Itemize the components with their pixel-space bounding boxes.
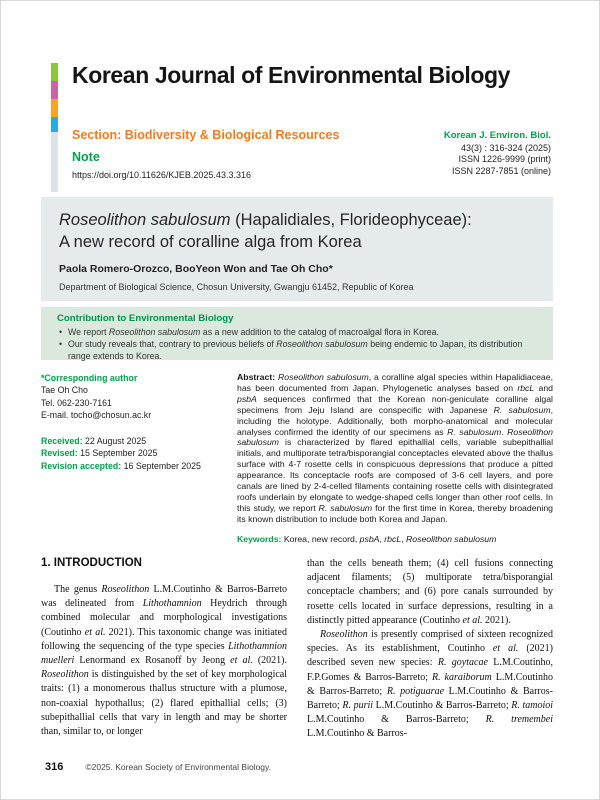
contribution-heading: Contribution to Environmental Biology <box>57 313 234 324</box>
journal-color-bar <box>51 63 58 192</box>
doi-link[interactable]: https://doi.org/10.11626/KJEB.2025.43.3.316 <box>72 170 251 180</box>
introduction-paragraph: than the cells beneath them; (4) cell fusions connecting adjacent filaments; (5) multiporate tetra/bisporangial conceptacle chambers; and (6) pore canals surrounded by rosette cells located in surface depressions, resulting in a distinctly pitted appearance (Coutinho et al. 2021). <box>307 558 553 626</box>
copyright-notice: ©2025. Korean Society of Environmental Biology. <box>85 762 272 772</box>
contribution-bullet <box>57 326 539 338</box>
journal-abbrev: Korean J. Environ. Biol. <box>443 130 551 141</box>
introduction-paragraph: Roseolithon is presently comprised of sixteen recognized species. As its establishment, Coutinho et al. (2021) described seven new species: R. goytacae L.M.Coutinho, F.P.Gomes & Barros-Barreto; R. karaiborum L.M.Coutinho & Barros-Barreto; R. potiguarae L.M.Coutinho & Barros-Barreto; R. purii L.M.Coutinho & Barros-Barreto; R. tamoioi L.M.Coutinho & Barros-Barreto; R. tremembei L.M.Coutinho & Barros- <box>307 629 554 740</box>
authors-line: Paola Romero-Orozco, BooYeon Won and Tae Oh Cho* <box>59 263 333 275</box>
color-bar-segment <box>51 99 58 117</box>
introduction-column-left <box>41 583 287 739</box>
color-bar-segment <box>51 81 58 99</box>
bullet-icon: • <box>59 339 63 349</box>
revised-date: Revised: 15 September 2025 <box>41 448 158 459</box>
issn-online: ISSN 2287-7851 (online) <box>451 165 551 176</box>
contribution-box <box>41 307 553 360</box>
corresponding-author-sidebar <box>41 372 227 472</box>
article-title-line1: Roseolithon sabulosum (Hapalidiales, Florideophyceae): <box>59 211 472 229</box>
article-title-block <box>41 197 553 301</box>
revision-accepted-date: Revision accepted: 16 September 2025 <box>41 460 201 471</box>
journal-citation-block <box>444 130 551 177</box>
corresponding-author-name: Tae Oh Cho <box>41 385 88 396</box>
page-number: 316 <box>45 761 64 773</box>
section-label: Section: Biodiversity & Biological Resources <box>72 128 340 142</box>
corresponding-author-label: *Corresponding author <box>41 373 138 383</box>
journal-title: Korean Journal of Environmental Biology <box>72 62 511 88</box>
contribution-bullet-text: We report Roseolithon sabulosum as a new addition to the catalog of macroalgal flora in Korea. <box>68 327 439 337</box>
article-title <box>59 210 535 253</box>
received-date: Received: 22 August 2025 <box>41 436 147 447</box>
bullet-icon: • <box>59 327 63 337</box>
introduction-heading: 1. INTRODUCTION <box>41 557 142 569</box>
introduction-column-right <box>307 557 553 742</box>
contribution-bullet-text: Our study reveals that, contrary to previous beliefs of Roseolithon sabulosum being endemic to Japan, its distribution range extends to Korea. <box>68 339 523 361</box>
corresponding-author-tel: Tel. 062-230-7161 <box>41 397 112 408</box>
abstract-text: Abstract: Roseolithon sabulosum, a coralline algal species within Hapalidiaceae, has been documented from Japan. Phylogenetic analyses based on rbcL and psbA sequences confirmed that the Korean non-geniculate coralline algal specimens from Jeju Island are conspecific with Japanese R. sabulosum, including the holotype. Additionally, both morpho-anatomical and molecular analyses confirmed the identity of our specimens as R. sabulosum. Roseolithon sabulosum is characterized by flared epithallial cells, variable subepithallial initials, and multiporate tetra/bisporangial conceptacles elevated above the thallus surface with 4-7 rosette cells in conspicuous depressions that produce a pitted appearance. Its conceptacle roofs are composed of 3-6 cell layers, and pore canals are lined by 2-4-celled filaments containing rosette cells with disintegrated roofs underlain by elongate to wedge-shaped cells longer than other roof cells. In this study, we report R. sabulosum for the first time in Korea, thereby broadening its known distribution to include both Korea and Japan. <box>237 372 554 524</box>
keywords-line: Keywords: Korea, new record, psbA, rbcL, Roseolithon sabulosum <box>237 533 497 544</box>
article-title-line2: A new record of coralline alga from Korea <box>59 232 362 251</box>
introduction-paragraph: The genus Roseolithon L.M.Coutinho & Barros-Barreto was delineated from Lithothamnion Heydrich through combined molecular and morphological investigations (Coutinho et al. 2021). This taxonomic change was initiated following the sequencing of the type species Lithothamnion muelleri Lenormand ex Rosanoff by Jeong et al. (2021). Roseolithon is distinguished by the set of key morphological traits: (1) a monomerous thallus structure with a plumose, non-coaxial hypothallus; (2) flared epithallial cells; (3) subepithallial cells that vary in length and may be shorter than, similar to, or longer <box>41 584 287 738</box>
article-type-label: Note <box>72 150 100 164</box>
page-footer <box>45 761 271 773</box>
email-link[interactable]: E-mail. tocho@chosun.ac.kr <box>41 409 152 420</box>
affiliation-line: Department of Biological Science, Chosun University, Gwangju 61452, Republic of Korea <box>59 282 414 292</box>
color-bar-segment <box>51 117 58 132</box>
citation-info: 43(3) : 316-324 (2025) <box>460 142 551 153</box>
abstract-section <box>237 372 553 545</box>
issn-print: ISSN 1226-9999 (print) <box>458 154 551 164</box>
contribution-bullet <box>57 338 539 362</box>
color-bar-segment <box>51 63 58 81</box>
color-bar-segment <box>51 132 58 192</box>
